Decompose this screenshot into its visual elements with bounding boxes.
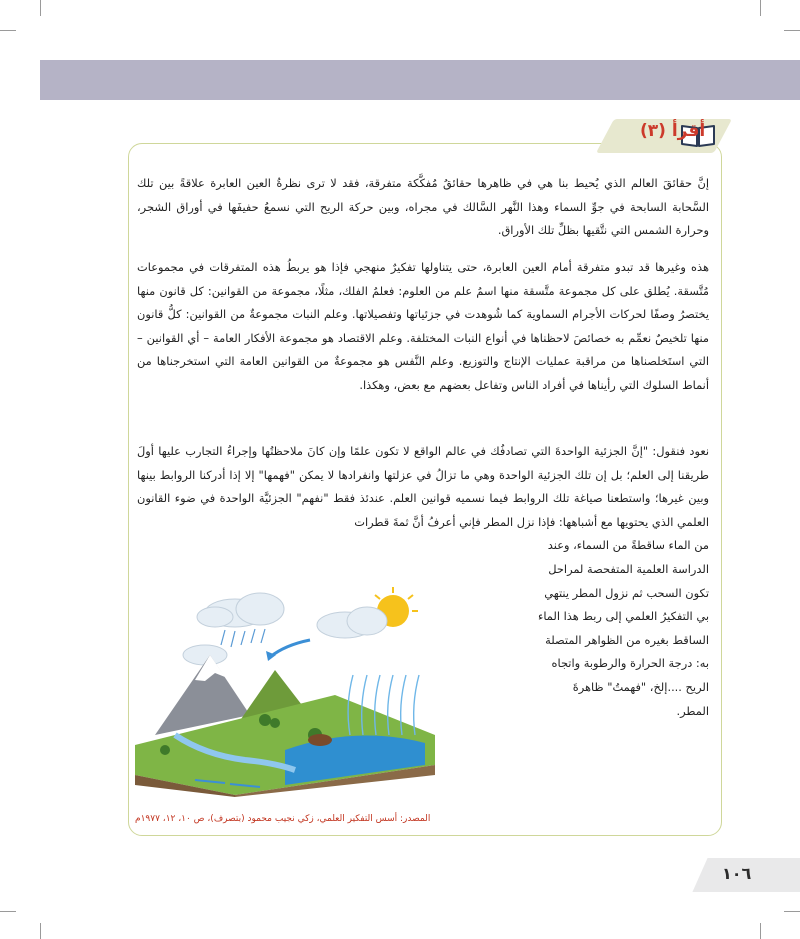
wrap-line: بي التفكيرُ العلمي إلى ربط هذا الماء: [537, 609, 709, 624]
paragraph-3-main: نعود فنقول: "إنَّ الجزئية الواحدةَ التي تصادفُك في عالم الواقع لا تكون علمًا وإن كانَ ملاحظتُها وإجراءُ التجارب عليها أولَ طريقنا إلى العلم؛ بل إن تلك الجزئية الواحدة وهي ما تزالُ في عزلتها وانفرادها لا يمكن "فهمها" إلا إذا أدركنا الروابط بينها وبين غيرها؛ واستطعنا صياغة تلك الروابط فيما نسميه قوانين العلم. عندئذ فقط "نفهم" الجزئيَّة الواحدة في ضوء القانون العلمي الذي يحتويها مع أشباهها: فإذا نزل المطر فإني أعرفُ أنَّ ثمةَ قطرات: [137, 444, 709, 529]
wrap-line: المطر.: [676, 703, 709, 718]
crop-mark: [760, 923, 761, 939]
header-band: [40, 60, 800, 100]
paragraph-3-wrap: [437, 534, 709, 723]
wrap-line: الريح ....إلخ، "فهمتُ" ظاهرةَ: [572, 679, 709, 694]
wrap-line: الساقط بغيره من الظواهر المتصلة: [545, 632, 709, 647]
crop-mark: [784, 30, 800, 31]
wrap-line: به: درجة الحرارة والرطوبة واتجاه: [551, 656, 709, 671]
crop-mark: [0, 911, 16, 912]
water-cycle-illustration: [135, 585, 435, 797]
section-label: أقرأ (٣): [640, 121, 706, 141]
crop-mark: [0, 30, 16, 31]
crop-mark: [40, 0, 41, 16]
source-citation: المصدر: أسس التفكير العلمي، زكي نجيب محمود (بتصرف)، ص ١٠، ١٢، ١٩٧٧م: [135, 814, 431, 824]
paragraph-2: هذه وغيرها قد تبدو متفرقة أمام العين العابرة، حتى يتناولها تفكيرٌ منهجي فإذا هو يربطُ هذه المتفرقات في مجموعات مُتَّسقة. يُطلق على كل مجموعة متَّسقة منها اسمُ علم من العلوم: فعلمُ الفلك، مثلًا، مجموعة من القوانين: كل قانون منها يختصرُ وصفًا لحركات الأجرام السماوية كما شُوهدت في جزئياتها وتفصيلاتها. وعلم النبات مجموعةٌ من القوانين: كلُّ قانون منها تلخيصٌ نعمِّم به خصائصَ لاحظناها في أنواع النبات المختلفة. وعلم الاقتصاد هو مجموعة الأفكار العامة – أي القوانين – التي استَخلصناها من مراقبة عمليات الإنتاج والتوزيع. وعلم النَّفس هو مجموعةٌ من القوانين العامة التي استخرجناها من أنماط السلوك التي رأيناها في أفراد الناس وتفاعل بعضهم مع بعض، وهكذا.: [137, 260, 709, 392]
paragraph-1: إنَّ حقائقَ العالم الذي يُحيط بنا هي في ظاهرها حقائقُ مُفكَّكة متفرقة، فقد لا ترى نظرةُ العين العابرة علاقةً بين تلك السَّحابة السابحة في جوِّ السماء وهذا النَّهر السَّالك في مجراه، وبين حركة الريح التي نسمعُ حفيفَها في أوراق الشجر، وحرارة الشمس التي نتَّقيها بظلِّ تلك الأوراق.: [137, 176, 709, 238]
wrap-line: تكون السحب ثم نزول المطر ينتهي: [544, 585, 709, 600]
wrap-line: من الماء ساقطةً من السماء، وعند: [547, 538, 709, 553]
crop-mark: [760, 0, 761, 16]
crop-mark: [784, 911, 800, 912]
page-number: ١٠٦: [722, 864, 752, 883]
crop-mark: [40, 923, 41, 939]
wrap-line: الدراسة العلمية المتفحصة لمراحل: [548, 561, 709, 576]
